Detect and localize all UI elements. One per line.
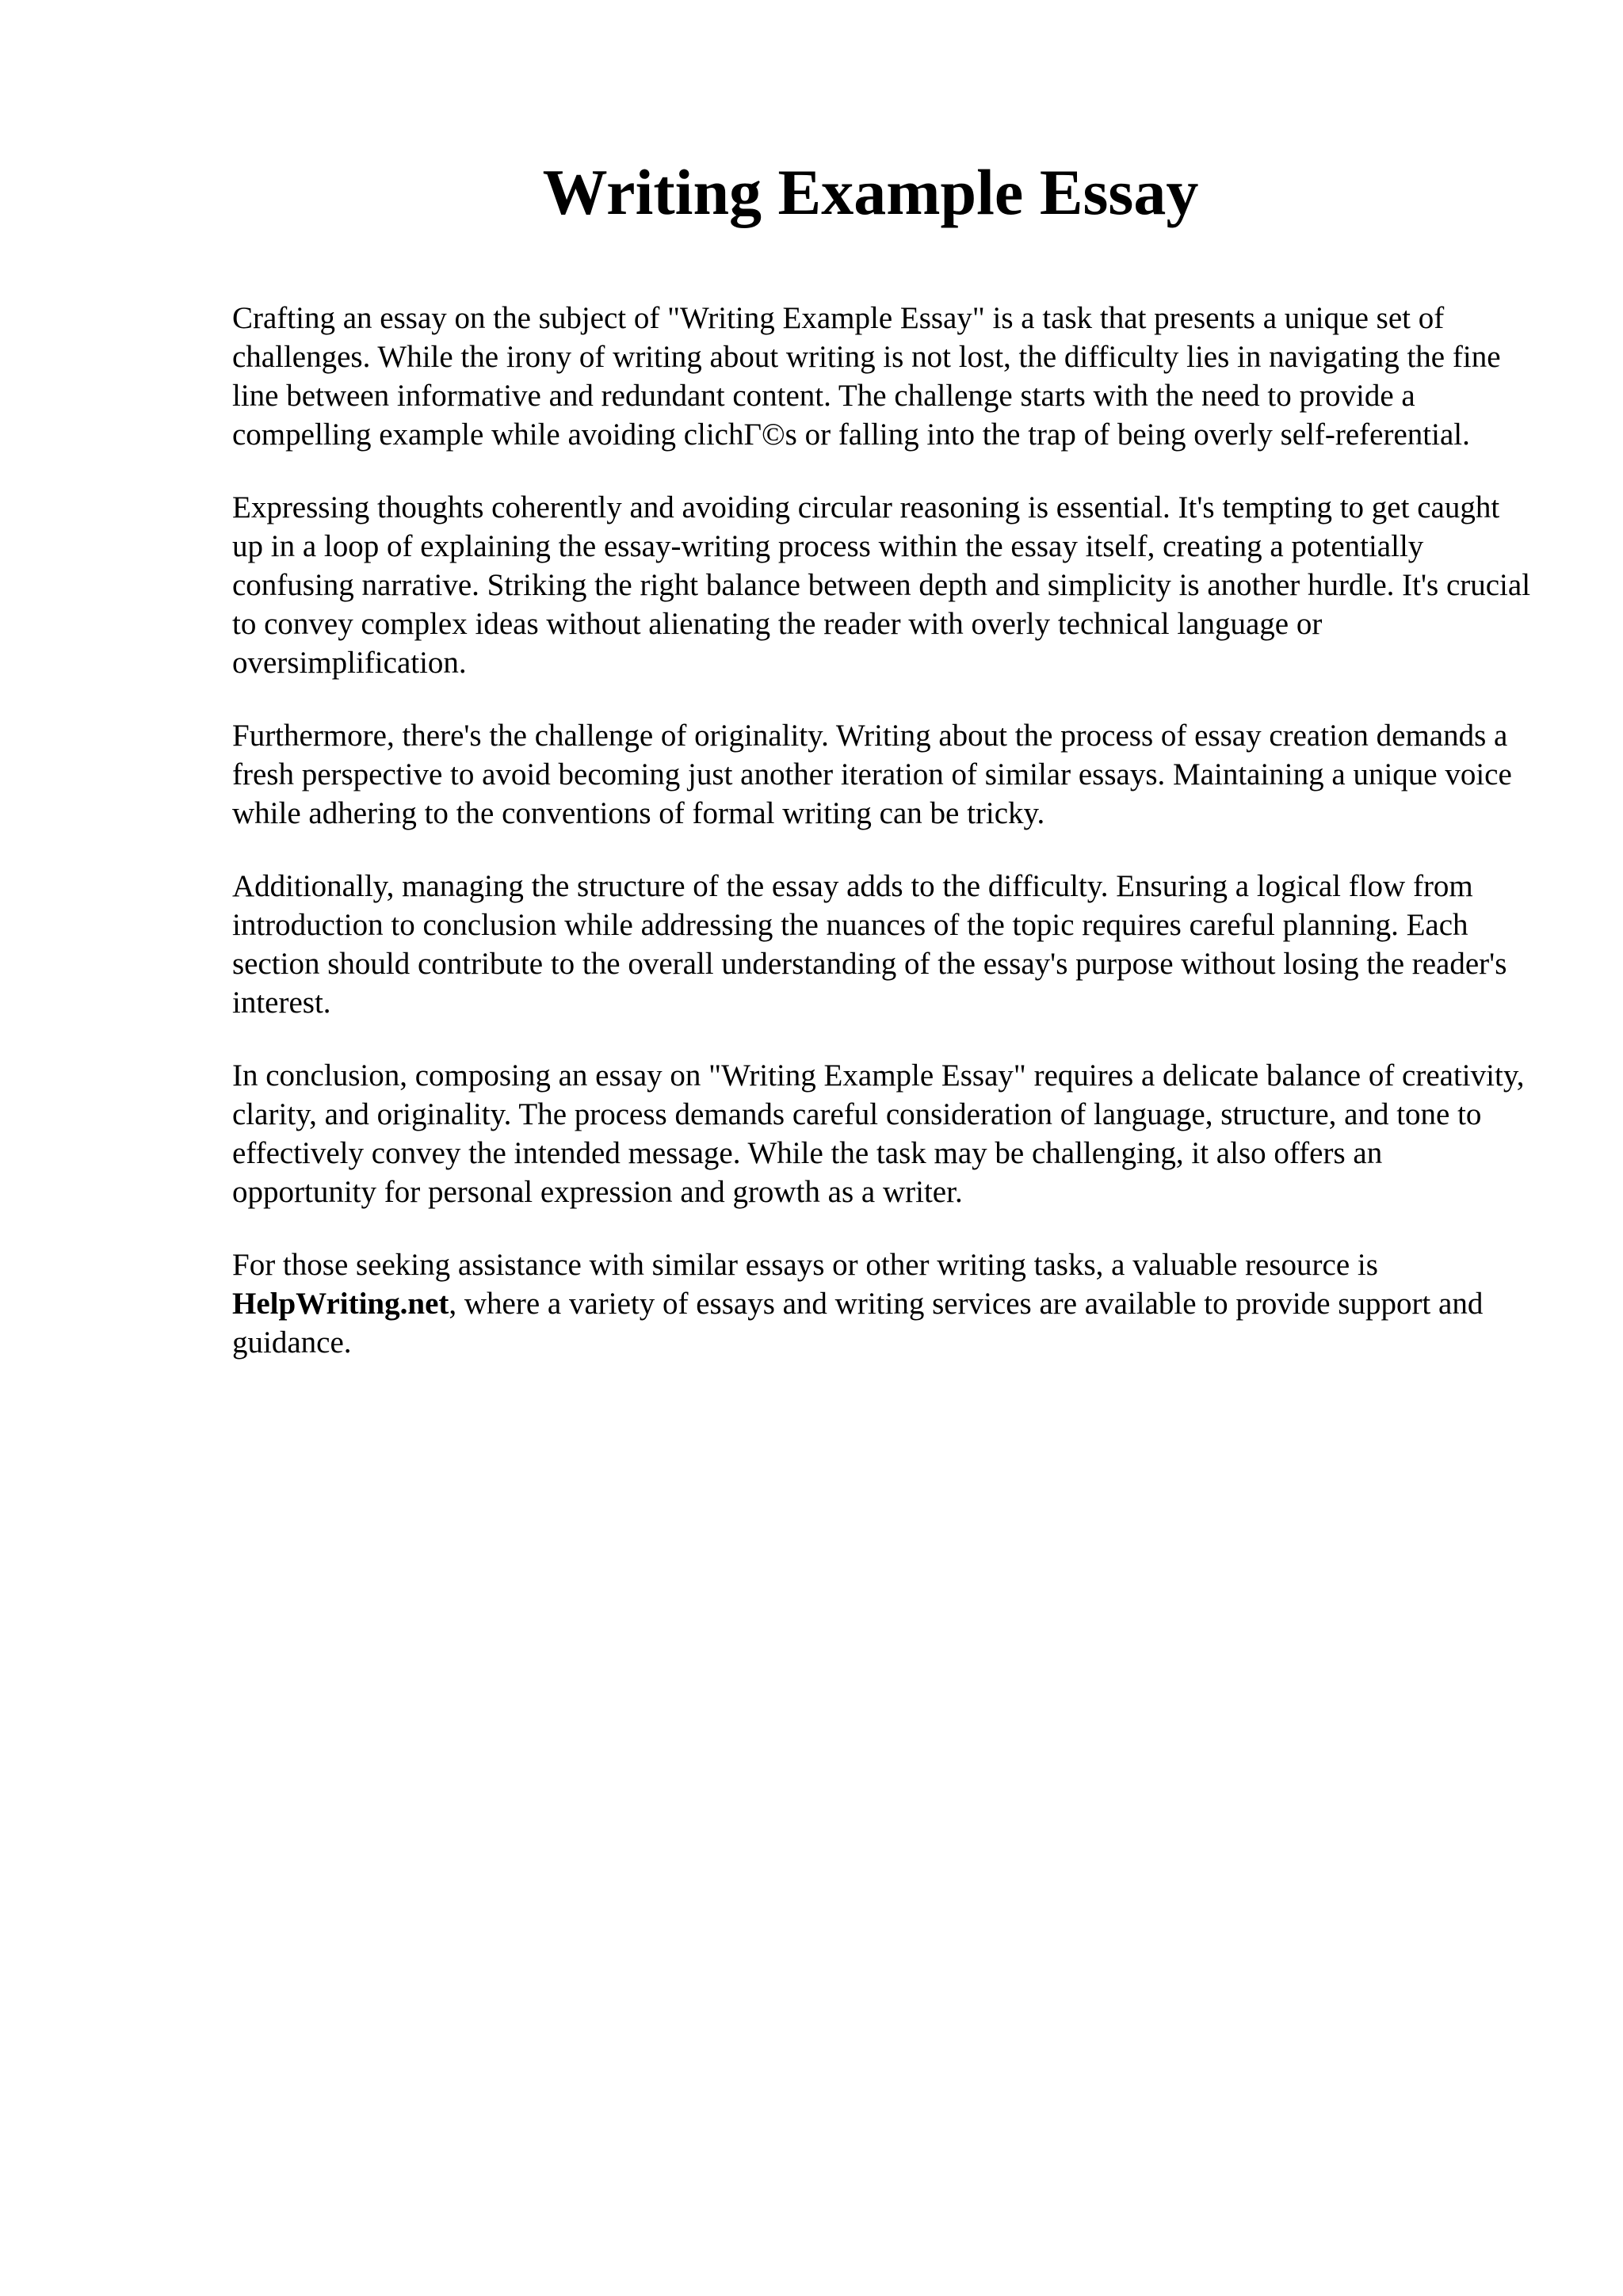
closing-text-after: , where a variety of essays and writing services are available to provide support and guidance. [232, 1287, 1484, 1360]
document-body [232, 299, 1532, 1396]
paragraph-4: Additionally, managing the structure of the essay adds to the difficulty. Ensuring a logical flow from introduction to conclusion while addressing the nuances of the topic requires careful planning. Each section should contribute to the overall understanding of the essay's purpose without losing the reader's interest. [232, 869, 1507, 1020]
paragraph-3: Furthermore, there's the challenge of originality. Writing about the process of essay creation demands a fresh perspective to avoid becoming just another iteration of similar essays. Maintaining a unique voice while adhering to the conventions of formal writing can be tricky. [232, 719, 1512, 830]
paragraph-5: In conclusion, composing an essay on "Writing Example Essay" requires a delicate balance of creativity, clarity, and originality. The process demands careful consideration of language, structure, and tone to effectively convey the intended message. While the task may be challenging, it also offers an opportunity for personal expression and growth as a writer. [232, 1058, 1525, 1209]
paragraph-1: Crafting an essay on the subject of "Writing Example Essay" is a task that presents a unique set of challenges. While the irony of writing about writing is not lost, the difficulty lies in navigating the fine line between informative and redundant content. The challenge starts with the need to provide a compelling example while avoiding clichΓ©s or falling into the trap of being overly self-referential. [232, 301, 1501, 452]
paragraph-2: Expressing thoughts coherently and avoiding circular reasoning is essential. It's tempting to get caught up in a loop of explaining the essay-writing process within the essay itself, creating a potentially confusing narrative. Striking the right balance between depth and simplicity is another hurdle. It's crucial to convey complex ideas without alienating the reader with overly technical language or oversimplification. [232, 490, 1531, 680]
document-title: Writing Example Essay [542, 156, 1199, 228]
brand-name: HelpWriting.net [232, 1287, 449, 1321]
closing-paragraph [232, 1245, 1532, 1362]
closing-text-before: For those seeking assistance with similar essays or other writing tasks, a valuable resource is [232, 1248, 1378, 1282]
